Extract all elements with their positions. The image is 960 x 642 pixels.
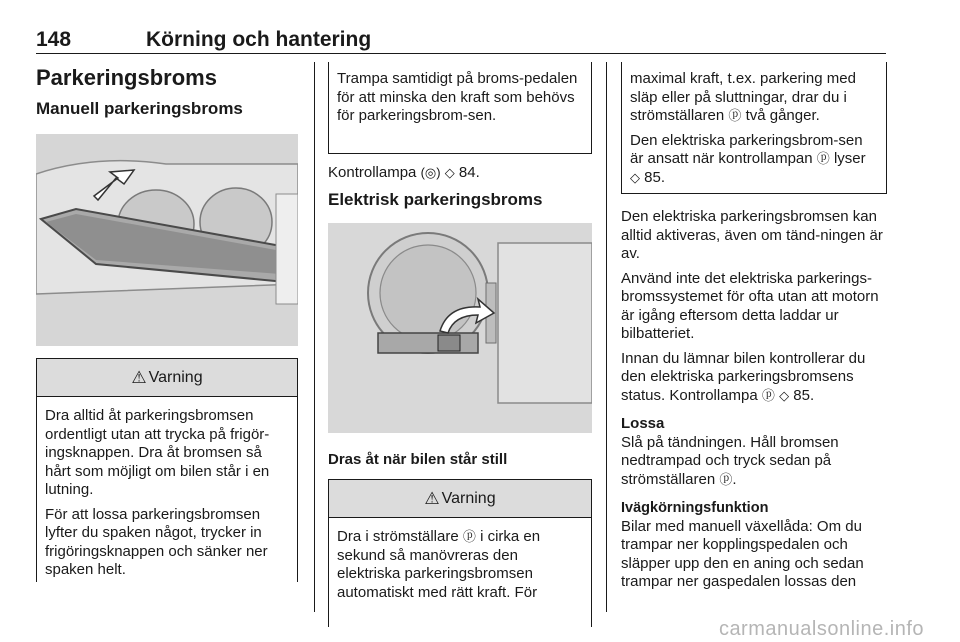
column-divider: [606, 62, 607, 612]
brake-lamp-icon: (◎): [420, 165, 441, 180]
column-divider: [314, 62, 315, 612]
warning-text: i cirka en sekund så manövreras den elektriska parkeringsbromsen automatiskt med rätt kraft. För: [337, 528, 541, 601]
page-number: 148: [36, 28, 72, 51]
column-left: [36, 62, 298, 582]
box-text: två gånger.: [745, 107, 820, 124]
warning-text: Dra i strömställare: [337, 528, 459, 545]
warning-heading: Varning: [441, 489, 496, 507]
page-ref-arrow-icon: ◇: [630, 169, 640, 185]
box-text: maximal kraft, t.ex. parkering med släp eller på sluttningar, drar du i strömställaren: [630, 70, 856, 124]
box-paragraph: [630, 70, 878, 126]
warning-continuation-box: [621, 62, 887, 194]
park-brake-switch-icon: ⓟ: [719, 471, 733, 487]
body-text: Slå på tändningen. Håll bromsen nedtrampad och tryck sedan på strömställaren: [621, 433, 839, 488]
body-paragraph: [621, 434, 887, 490]
watermark: carmanualsonline.info: [718, 618, 924, 640]
warning-paragraph: För att lossa parkeringsbromsen lyfter du spaken något, trycker in frigöringsknappen och sänker ner spaken helt.: [45, 505, 268, 578]
image-caption: Dras åt när bilen står still: [328, 450, 508, 468]
box-text: lyser: [833, 150, 866, 167]
warning-continuation-box: [328, 62, 592, 154]
electric-brake-illustration: [328, 223, 592, 433]
body-text: .: [732, 470, 737, 488]
section-title: Parkeringsbroms: [36, 65, 217, 90]
warning-triangle-icon: ⚠: [131, 367, 147, 387]
lamp-reference: [328, 164, 592, 183]
box-paragraph: [630, 132, 878, 188]
subsection-title: Elektrisk parkeringsbroms: [328, 189, 543, 209]
warning-body: [329, 518, 591, 612]
body-paragraph: Den elektriska parkeringsbromsen kan alltid aktiveras, även om tänd-ningen är av.: [621, 208, 883, 262]
handbrake-lever-drawing: [36, 134, 298, 346]
warning-header: [329, 480, 591, 518]
column-right: [621, 62, 887, 598]
lamp-ref-page: 84.: [458, 164, 480, 181]
page-header: [36, 28, 886, 54]
switch-drawing: [328, 223, 592, 433]
park-brake-switch-icon: ⓟ: [816, 151, 830, 166]
subsection-title: Manuell parkeringsbroms: [36, 99, 243, 118]
warning-body: [37, 397, 297, 590]
page-ref-arrow-icon: ◇: [444, 165, 455, 180]
warning-paragraph: Dra alltid åt parkeringsbromsen ordentligt utan att trycka på frigör-ingsknappen. Dra åt bromsen så hårt som möjligt om bilen står i en lutning.: [45, 407, 270, 498]
page-ref: 85.: [644, 168, 666, 186]
ivag-label: Ivägkörningsfunktion: [621, 500, 769, 516]
page-ref-arrow-icon: ◇: [779, 387, 790, 403]
park-brake-switch-icon: ⓟ: [728, 108, 742, 123]
warning-triangle-icon: ⚠: [424, 488, 440, 508]
manual-brake-illustration: [36, 134, 298, 346]
body-paragraph: Bilar med manuell växellåda: Om du trampar ner kopplingspedalen och släpper upp den en aning och sedan trampar ner gaspedalen lossas den: [621, 517, 864, 590]
warning-paragraph: [337, 528, 585, 602]
box-text: Trampa samtidigt på broms-pedalen för att minska den kraft som behövs för parkeringsbrom-sen.: [337, 70, 578, 124]
column-middle: [328, 62, 592, 627]
lamp-ref-text: Kontrollampa: [328, 164, 417, 181]
warning-header: [37, 359, 297, 397]
body-paragraph: [621, 350, 887, 406]
warning-box: [328, 479, 592, 627]
lossa-label: Lossa: [621, 415, 665, 432]
warning-box: [36, 358, 298, 582]
page-ref: 85.: [793, 386, 815, 404]
page-title: Körning och hantering: [146, 28, 372, 51]
warning-heading: Varning: [148, 368, 203, 386]
body-text: Innan du lämnar bilen kontrollerar du den elektriska parkeringsbromsens status. Kontrollampa: [621, 349, 866, 404]
box-text: Den elektriska parkeringsbrom-sen är ansatt när kontrollampan: [630, 131, 863, 167]
park-brake-switch-icon: ⓟ: [462, 529, 476, 544]
body-paragraph: Använd inte det elektriska parkerings-bromssystemet för ofta utan att motorn är igång eftersom detta laddar ur bilbatteriet.: [621, 269, 879, 342]
park-brake-switch-icon: ⓟ: [761, 387, 775, 403]
